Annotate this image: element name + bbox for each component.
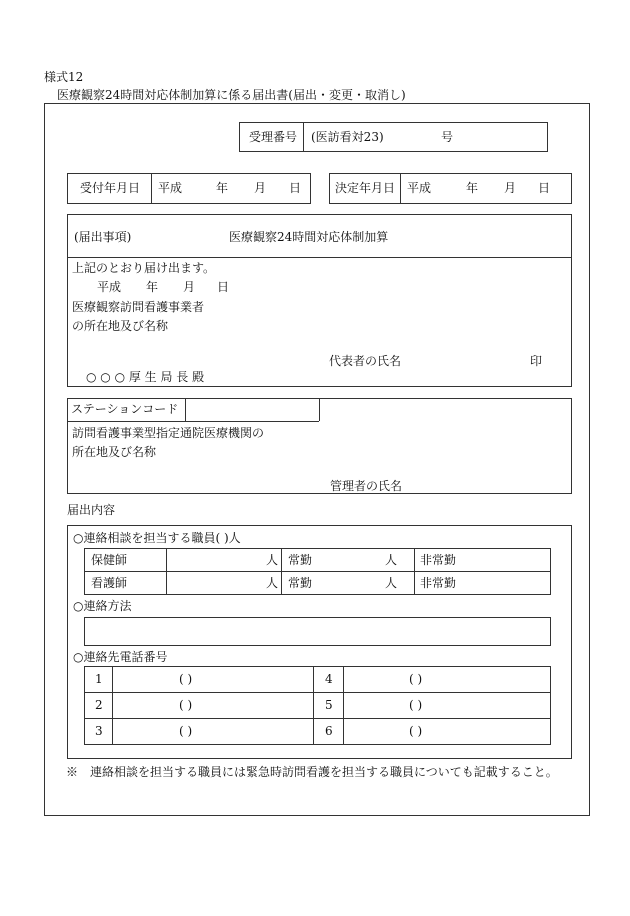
receipt-number-prefix: (医訪看対23) xyxy=(311,130,384,144)
phone-table xyxy=(84,666,551,745)
staff-row-role: 看護師 xyxy=(91,576,128,590)
phone-number-index: 3 xyxy=(95,724,103,738)
notification-date-era: 平成 xyxy=(97,280,122,294)
notification-date-year: 年 xyxy=(146,280,159,294)
receipt-number-label: 受理番号 xyxy=(249,130,298,144)
facility-label-line1: 訪問看護事業型指定通院医療機関の xyxy=(72,426,265,440)
contact-method-field[interactable] xyxy=(84,617,551,646)
notification-date-day: 日 xyxy=(217,280,230,294)
received-date-era: 平成 xyxy=(158,181,183,195)
footnote: ※ 連絡相談を担当する職員には緊急時訪問看護を担当する職員についても記載すること。 xyxy=(66,765,558,779)
addressee: ○ ○ ○ 厚 生 局 長 殿 xyxy=(86,370,205,384)
staff-row-parttime: 非常勤 xyxy=(420,576,457,590)
notification-item-label: (届出事項) xyxy=(74,230,132,244)
decided-date-year: 年 xyxy=(466,181,479,195)
operator-label-line2: の所在地及び名称 xyxy=(72,319,169,333)
form-title: 医療観察24時間対応体制加算に係る届出書(届出・変更・取消し) xyxy=(57,88,406,102)
form-id: 様式12 xyxy=(44,70,84,84)
phone-number-field[interactable]: ( ) xyxy=(179,698,193,712)
staff-row-fulltime: 常勤 xyxy=(288,576,313,590)
staff-row-fulltime-unit: 人 xyxy=(385,576,398,590)
staff-row-unit: 人 xyxy=(266,576,279,590)
staff-row-parttime: 非常勤 xyxy=(420,553,457,567)
phone-number-field[interactable]: ( ) xyxy=(179,672,193,686)
seal-mark: 印 xyxy=(530,354,543,368)
phone-number-index: 2 xyxy=(95,698,103,712)
decided-date-day: 日 xyxy=(538,181,551,195)
staff-row-fulltime-unit: 人 xyxy=(385,553,398,567)
notification-statement: 上記のとおり届け出ます。 xyxy=(72,261,216,275)
station-code-label: ステーションコード xyxy=(71,402,179,416)
contact-method-heading: ○連絡方法 xyxy=(73,599,132,613)
phone-number-field[interactable]: ( ) xyxy=(409,724,423,738)
received-date-month: 月 xyxy=(254,181,267,195)
received-date-day: 日 xyxy=(289,181,302,195)
facility-label-line2: 所在地及び名称 xyxy=(72,445,157,459)
phone-number-field[interactable]: ( ) xyxy=(409,672,423,686)
staff-row-role: 保健師 xyxy=(91,553,128,567)
staff-row-unit: 人 xyxy=(266,553,279,567)
staff-heading: ○連絡相談を担当する職員( )人 xyxy=(73,531,241,545)
contents-heading: 届出内容 xyxy=(67,503,116,517)
phone-number-index: 1 xyxy=(95,672,103,686)
manager-name-label: 管理者の氏名 xyxy=(330,479,403,493)
phone-number-index: 5 xyxy=(325,698,333,712)
received-date-label: 受付年月日 xyxy=(80,181,141,195)
phone-number-field[interactable]: ( ) xyxy=(409,698,423,712)
notification-item-value: 医療観察24時間対応体制加算 xyxy=(229,230,389,244)
receipt-number-suffix: 号 xyxy=(441,130,454,144)
staff-row-fulltime: 常勤 xyxy=(288,553,313,567)
operator-label-line1: 医療観察訪問看護事業者 xyxy=(72,300,205,314)
phone-number-index: 4 xyxy=(325,672,333,686)
notification-date-month: 月 xyxy=(183,280,196,294)
phone-number-field[interactable]: ( ) xyxy=(179,724,193,738)
phone-heading: ○連絡先電話番号 xyxy=(73,650,168,664)
decided-date-label: 決定年月日 xyxy=(335,181,396,195)
received-date-year: 年 xyxy=(216,181,229,195)
representative-name-label: 代表者の氏名 xyxy=(329,354,402,368)
decided-date-era: 平成 xyxy=(407,181,432,195)
phone-number-index: 6 xyxy=(325,724,333,738)
decided-date-month: 月 xyxy=(504,181,517,195)
